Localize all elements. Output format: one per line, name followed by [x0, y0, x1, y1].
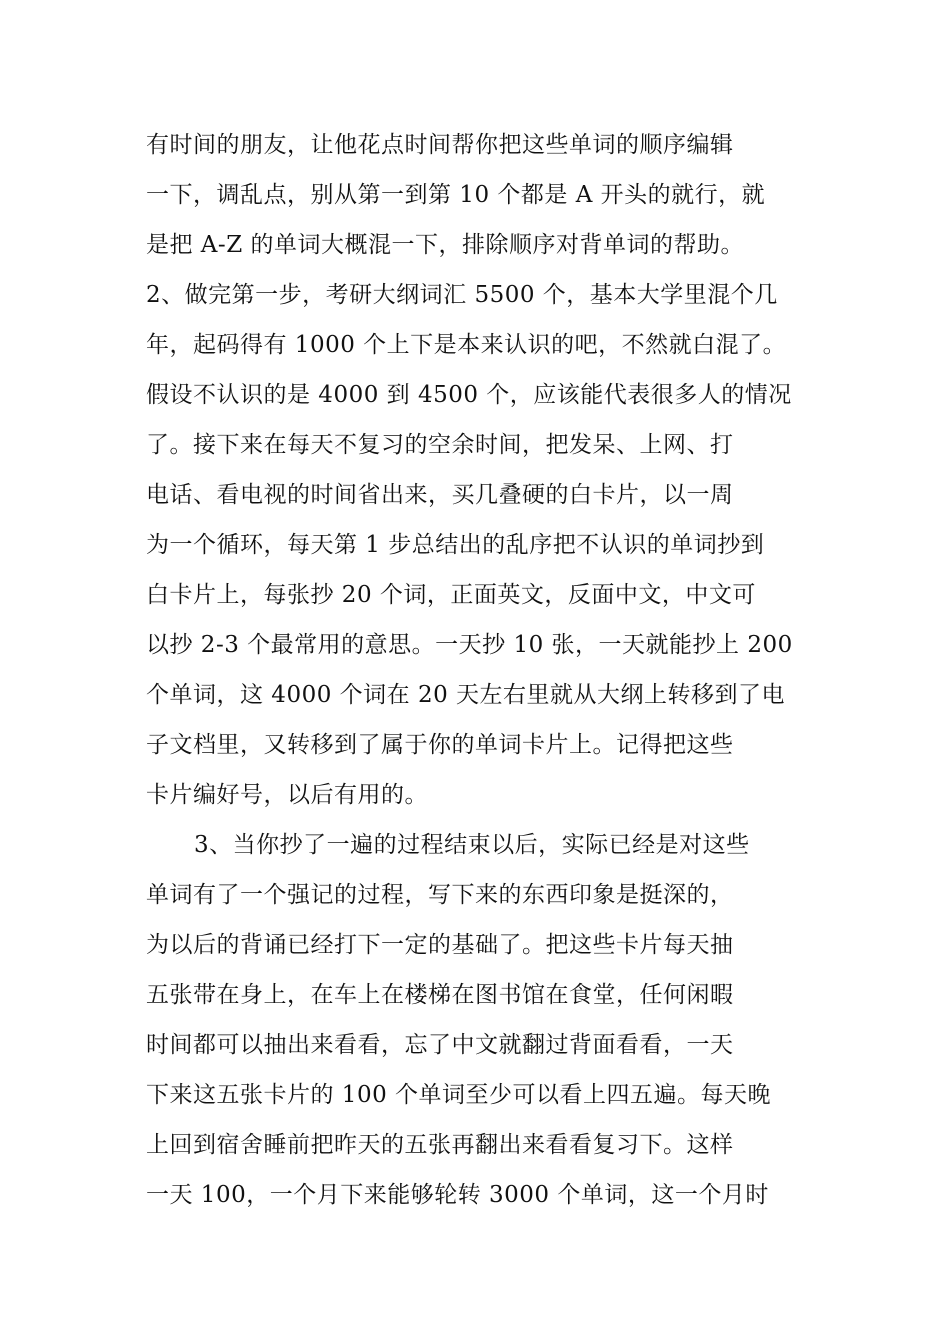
- text-line: 白卡片上，每张抄 20 个词，正面英文，反面中文，中文可: [146, 582, 756, 608]
- text-line: 2、做完第一步，考研大纲词汇 5500 个，基本大学里混个几: [146, 282, 778, 308]
- text-line: 是把 A-Z 的单词大概混一下，排除顺序对背单词的帮助。: [146, 232, 744, 258]
- text-line: 个单词，这 4000 个词在 20 天左右里就从大纲上转移到了电: [146, 682, 786, 708]
- text-line: 3、当你抄了一遍的过程结束以后，实际已经是对这些: [194, 832, 750, 858]
- text-line: 上回到宿舍睡前把昨天的五张再翻出来看看复习下。这样: [146, 1132, 734, 1158]
- text-line: 以抄 2-3 个最常用的意思。一天抄 10 张，一天就能抄上 200: [146, 632, 793, 658]
- text-line: 一天 100，一个月下来能够轮转 3000 个单词，这一个月时: [146, 1182, 769, 1208]
- text-line: 单词有了一个强记的过程，写下来的东西印象是挺深的，: [146, 882, 734, 908]
- text-line: 电话、看电视的时间省出来，买几叠硬的白卡片，以一周: [146, 482, 734, 508]
- text-line: 五张带在身上，在车上在楼梯在图书馆在食堂，任何闲暇: [146, 982, 734, 1008]
- text-line: 时间都可以抽出来看看，忘了中文就翻过背面看看，一天: [146, 1032, 734, 1058]
- text-line: 为以后的背诵已经打下一定的基础了。把这些卡片每天抽: [146, 932, 734, 958]
- text-line: 为一个循环，每天第 1 步总结出的乱序把不认识的单词抄到: [146, 532, 765, 558]
- text-line: 假设不认识的是 4000 到 4500 个，应该能代表很多人的情况: [146, 382, 792, 408]
- text-line: 了。接下来在每天不复习的空余时间，把发呆、上网、打: [146, 432, 734, 458]
- text-line: 子文档里，又转移到了属于你的单词卡片上。记得把这些: [146, 732, 734, 758]
- text-line: 年，起码得有 1000 个上下是本来认识的吧，不然就白混了。: [146, 332, 787, 358]
- text-line: 一下，调乱点，别从第一到第 10 个都是 A 开头的就行，就: [146, 182, 766, 208]
- text-line: 下来这五张卡片的 100 个单词至少可以看上四五遍。每天晚: [146, 1082, 772, 1108]
- text-line: 卡片编好号，以后有用的。: [146, 782, 428, 808]
- text-line: 有时间的朋友，让他花点时间帮你把这些单词的顺序编辑: [146, 132, 734, 158]
